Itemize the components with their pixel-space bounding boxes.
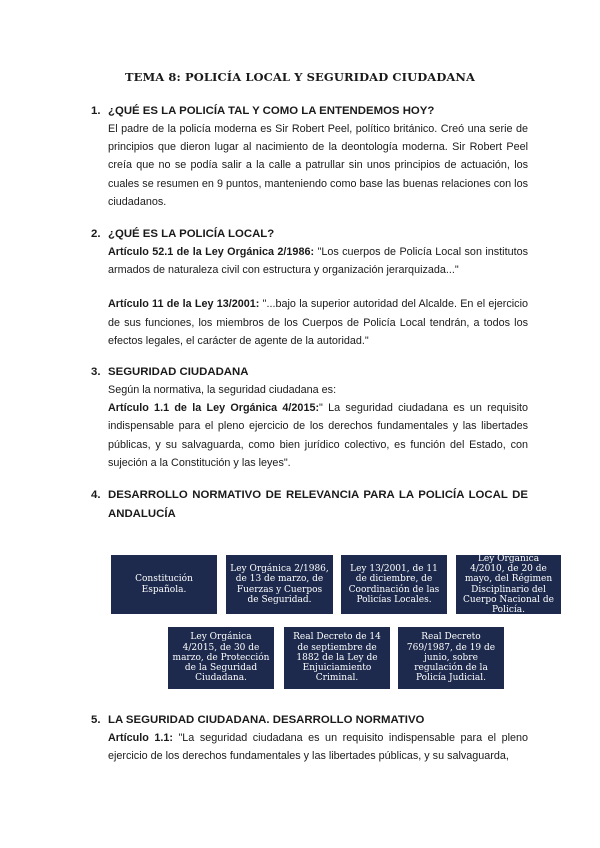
page-title: TEMA 8: POLICÍA LOCAL Y SEGURIDAD CIUDADANA — [124, 70, 476, 84]
diagram-box-lo-4-2015: Ley Orgánica 4/2015, de 30 de marzo, de Protección de la Seguridad Ciudadana. — [168, 627, 274, 689]
section-intro: Según la normativa, la seguridad ciudadana es: — [108, 384, 337, 396]
article-paragraph: Artículo 11 de la Ley 13/2001: "...bajo la superior autoridad del Alcalde. En el ejercicio de sus funciones, los miembros de los Cuerpos de Policía Local tendrán, a todos los efectos legales, el carácter de agente de la autoridad." — [108, 298, 528, 347]
diagram-box-lo-4-2010: Ley Orgánica 4/2010, de 20 de mayo, del Régimen Disciplinario del Cuerpo Nacional de Policía. — [456, 555, 561, 614]
article-paragraph: Artículo 1.1: "La seguridad ciudadana es un requisito indispensable para el pleno ejercicio de los derechos fundamentales y las libertades públicas, y su salvaguarda, — [108, 732, 528, 763]
section-3 — [91, 364, 528, 472]
diagram-box-rd-1882: Real Decreto de 14 de septiembre de 1882 de la Ley de Enjuiciamiento Criminal. — [284, 627, 390, 689]
section-2 — [91, 226, 528, 350]
section-heading: 1. ¿QUÉ ES LA POLICÍA TAL Y COMO LA ENTENDEMOS HOY? — [91, 105, 435, 117]
section-heading: 4. DESARROLLO NORMATIVO DE RELEVANCIA PARA LA POLICÍA LOCAL DE ANDALUCÍA — [91, 489, 528, 520]
section-heading: 2. ¿QUÉ ES LA POLICÍA LOCAL? — [91, 228, 275, 240]
article-paragraph: Artículo 1.1 de la Ley Orgánica 4/2015:" La seguridad ciudadana es un requisito indispensable para el pleno ejercicio de los derechos fundamentales y las libertades públicas, y su salvaguarda, como bien jurídico colectivo, es función del Estado, con sujeción a la Constitución y las leyes". — [108, 402, 528, 469]
diagram-box-rd-769-1987: Real Decreto 769/1987, de 19 de junio, sobre regulación de la Policía Judicial. — [398, 627, 504, 689]
section-4 — [91, 486, 528, 524]
section-5 — [91, 712, 528, 765]
section-heading: 5. LA SEGURIDAD CIUDADANA. DESARROLLO NORMATIVO — [91, 714, 425, 726]
diagram-box-lo-2-1986: Ley Orgánica 2/1986, de 13 de marzo, de Fuerzas y Cuerpos de Seguridad. — [226, 555, 333, 614]
diagram-box-constitucion: Constitución Española. — [111, 555, 217, 614]
section-1 — [91, 103, 528, 211]
section-text: El padre de la policía moderna es Sir Robert Peel, político británico. Creó una serie de principios que dieron lugar al nacimiento de la deontología moderna. Sir Robert Peel creía que no se podía salir a la calle a patrullar sin unos principios de actuación, los cuales se resumen en 9 puntos, manteniendo como base las buenas relaciones con los ciudadanos. — [108, 123, 528, 208]
article-paragraph: Artículo 52.1 de la Ley Orgánica 2/1986: "Los cuerpos de Policía Local son institutos armados de naturaleza civil con estructura y organización jerarquizada..." — [108, 246, 528, 277]
diagram-box-ley-13-2001: Ley 13/2001, de 11 de diciembre, de Coordinación de las Policías Locales. — [341, 555, 447, 614]
section-heading: 3. SEGURIDAD CIUDADANA — [91, 366, 249, 378]
